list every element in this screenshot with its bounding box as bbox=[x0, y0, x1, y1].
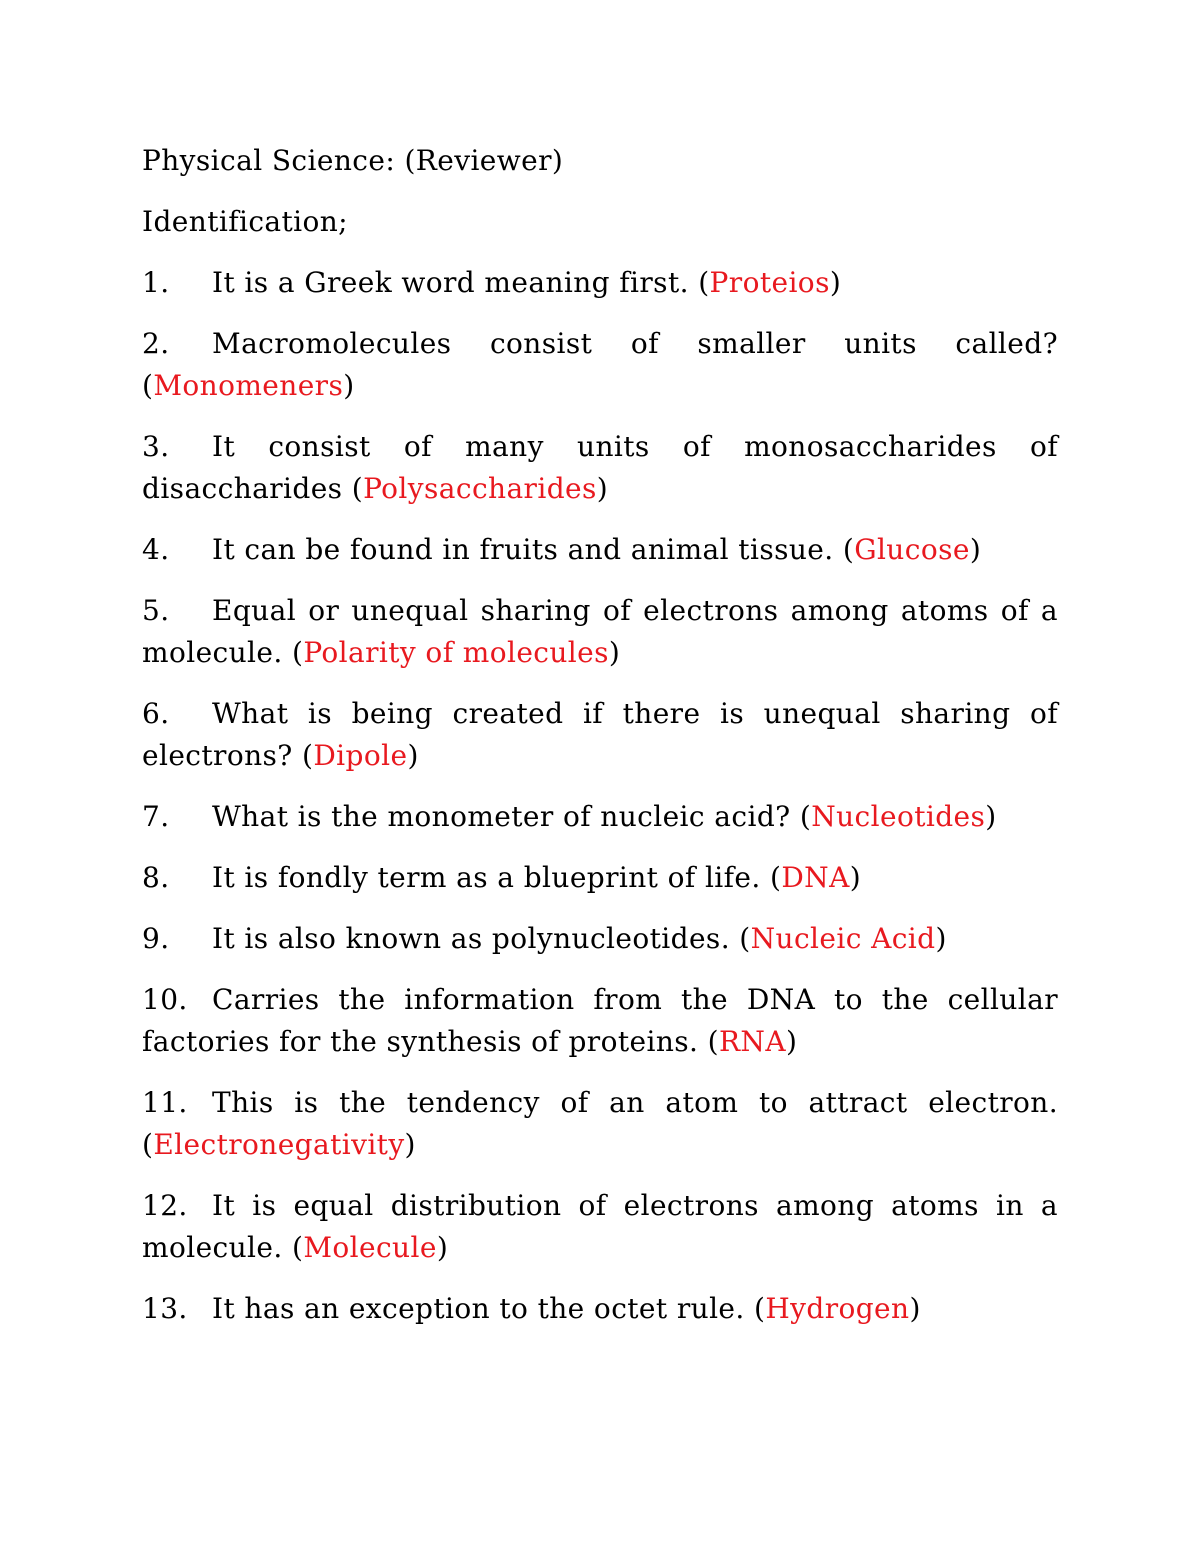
question-text: Carries the information from the DNA to the cellular factories for the synthesis of proteins. bbox=[142, 983, 1058, 1058]
question-number: 8. bbox=[142, 861, 170, 894]
question-item-7: 7. What is the monometer of nucleic acid? (Nucleotides) bbox=[142, 796, 1058, 838]
document-body bbox=[142, 140, 1058, 1349]
answer-text: Nucleotides bbox=[811, 800, 986, 833]
question-number: 10. bbox=[142, 983, 188, 1016]
answer-text: Electronegativity bbox=[153, 1128, 405, 1161]
question-text: Equal or unequal sharing of electrons among atoms of a molecule. bbox=[142, 594, 1058, 669]
question-number: 12. bbox=[142, 1189, 188, 1222]
question-number: 11. bbox=[142, 1086, 188, 1119]
question-text: It consist of many units of monosaccharides of disaccharides bbox=[142, 430, 1058, 505]
answer-text: Glucose bbox=[854, 533, 970, 566]
document-title: Physical Science: (Reviewer) bbox=[142, 144, 564, 177]
answer-text: Polarity of molecules bbox=[303, 636, 609, 669]
question-text: It is also known as polynucleotides. bbox=[212, 922, 730, 955]
answer-text: DNA bbox=[781, 861, 850, 894]
question-text: What is being created if there is unequal sharing of electrons? bbox=[142, 697, 1058, 772]
question-item-8: 8. It is fondly term as a blueprint of life. (DNA) bbox=[142, 857, 1058, 899]
answer-text: Molecule bbox=[303, 1231, 437, 1264]
question-number: 5. bbox=[142, 594, 170, 627]
answer-text: RNA bbox=[718, 1025, 786, 1058]
answer-text: Nucleic Acid bbox=[750, 922, 936, 955]
question-number: 9. bbox=[142, 922, 170, 955]
question-text: This is the tendency of an atom to attract electron. bbox=[212, 1086, 1058, 1119]
question-item-13: 13. It has an exception to the octet rule. (Hydrogen) bbox=[142, 1288, 1058, 1330]
section-label: Identification; bbox=[142, 205, 349, 238]
question-text: It is a Greek word meaning first. bbox=[212, 266, 689, 299]
question-item-4: 4. It can be found in fruits and animal tissue. (Glucose) bbox=[142, 529, 1058, 571]
answer-text: Dipole bbox=[313, 739, 408, 772]
question-list bbox=[142, 262, 1058, 1330]
answer-text: Monomeners bbox=[153, 369, 344, 402]
question-item-5: 5. Equal or unequal sharing of electrons among atoms of a molecule. (Polarity of molecules) bbox=[142, 590, 1058, 674]
question-item-2: 2. Macromolecules consist of smaller units called? (Monomeners) bbox=[142, 323, 1058, 407]
question-item-10: 10. Carries the information from the DNA to the cellular factories for the synthesis of proteins. (RNA) bbox=[142, 979, 1058, 1063]
question-text: It is fondly term as a blueprint of life. bbox=[212, 861, 761, 894]
question-item-3: 3. It consist of many units of monosaccharides of disaccharides (Polysaccharides) bbox=[142, 426, 1058, 510]
question-text: What is the monometer of nucleic acid? bbox=[212, 800, 791, 833]
question-number: 1. bbox=[142, 266, 170, 299]
question-text: Macromolecules consist of smaller units called? bbox=[212, 327, 1058, 360]
question-number: 13. bbox=[142, 1292, 188, 1325]
question-number: 2. bbox=[142, 327, 170, 360]
question-number: 6. bbox=[142, 697, 170, 730]
answer-text: Hydrogen bbox=[765, 1292, 910, 1325]
question-item-12: 12. It is equal distribution of electrons among atoms in a molecule. (Molecule) bbox=[142, 1185, 1058, 1269]
question-item-1: 1. It is a Greek word meaning first. (Proteios) bbox=[142, 262, 1058, 304]
question-item-6: 6. What is being created if there is unequal sharing of electrons? (Dipole) bbox=[142, 693, 1058, 777]
question-item-11: 11. This is the tendency of an atom to attract electron. (Electronegativity) bbox=[142, 1082, 1058, 1166]
question-number: 7. bbox=[142, 800, 170, 833]
question-text: It can be found in fruits and animal tissue. bbox=[212, 533, 834, 566]
answer-text: Polysaccharides bbox=[363, 472, 597, 505]
question-text: It has an exception to the octet rule. bbox=[212, 1292, 745, 1325]
question-text: It is equal distribution of electrons among atoms in a molecule. bbox=[142, 1189, 1058, 1264]
question-number: 4. bbox=[142, 533, 170, 566]
answer-text: Proteios bbox=[709, 266, 830, 299]
question-number: 3. bbox=[142, 430, 170, 463]
question-item-9: 9. It is also known as polynucleotides. (Nucleic Acid) bbox=[142, 918, 1058, 960]
